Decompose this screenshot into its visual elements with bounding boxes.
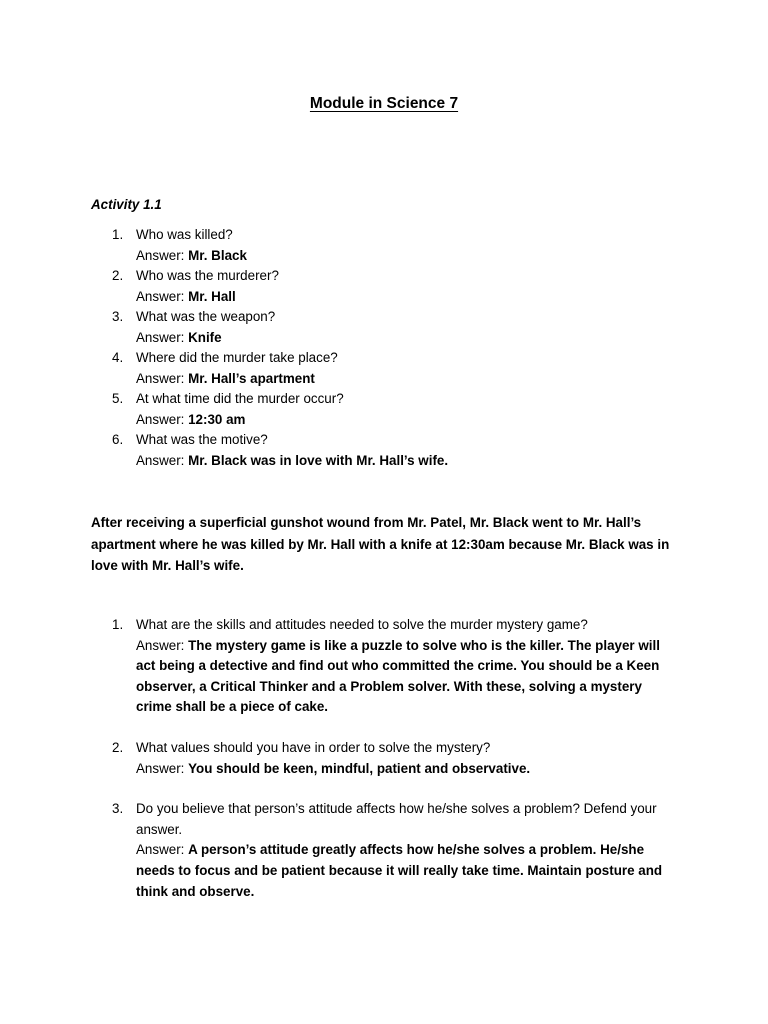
answer-line [136,369,696,390]
answer-prefix: Answer: [136,288,185,304]
list-item [0,430,768,471]
item-number: 4. [112,350,124,365]
answer-text: Mr. Black was in love with Mr. Hall’s wife. [188,452,449,468]
question-text: Who was the murderer? [136,268,279,283]
answer-line [136,287,696,308]
list-item [0,389,768,430]
item-number: 3. [112,801,124,817]
question-text: Who was killed? [136,227,233,242]
item-number: 2. [112,268,124,283]
answer-prefix: Answer: [136,411,185,427]
answer-line [136,410,696,431]
list-item [0,266,768,307]
question-text: At what time did the murder occur? [136,391,344,406]
item-number: 6. [112,432,124,447]
answer-line [136,636,681,718]
answer-text: A person’s attitude greatly affects how he/she solves a problem. He/she needs to focus and be patient because it will really take time. Maintain posture and think and observe. [136,842,663,899]
answer-text: Mr. Hall [188,288,236,304]
page-title-text: Module in Science 7 [309,95,459,112]
question-list-2 [0,615,768,922]
item-number: 3. [112,309,124,324]
question-text: What are the skills and attitudes needed to solve the murder mystery game? [136,617,588,632]
question-text: Where did the murder take place? [136,350,338,365]
list-item [0,738,768,779]
activity-label: Activity 1.1 [91,197,162,212]
list-item [0,615,768,718]
answer-text: The mystery game is like a puzzle to solve who is the killer. The player will act being a detective and find out who committed the crime. You should be a Keen observer, a Critical Thinker and a Problem solver. With these, solving a mystery crime shall be a piece of cake. [136,637,660,715]
answer-text: Mr. Hall’s apartment [188,370,315,386]
item-number: 1. [112,617,124,632]
answer-text: Mr. Black [188,247,247,263]
answer-text: You should be keen, mindful, patient and observative. [188,760,531,776]
question-list-1 [0,225,768,471]
item-number: 2. [112,739,124,755]
answer-line [136,451,696,472]
answer-prefix: Answer: [136,370,185,386]
answer-line [136,840,681,902]
item-number: 5. [112,391,124,406]
list-item [0,225,768,266]
answer-prefix: Answer: [136,760,185,776]
answer-line [136,246,696,267]
item-number: 1. [112,227,124,242]
answer-line [136,328,696,349]
answer-text: Knife [188,329,222,345]
question-text: Do you believe that person’s attitude affects how he/she solves a problem? Defend your answer. [136,801,657,837]
question-text: What was the motive? [136,432,268,447]
page-title [0,94,768,115]
question-text: What was the weapon? [136,309,276,324]
answer-text: 12:30 am [188,411,246,427]
question-text: What values should you have in order to solve the mystery? [136,739,491,755]
answer-prefix: Answer: [136,452,185,468]
answer-prefix: Answer: [136,637,185,653]
summary-paragraph: After receiving a superficial gunshot wound from Mr. Patel, Mr. Black went to Mr. Hall’s apartment where he was killed by Mr. Hall with a knife at 12:30am because Mr. Black was in love with Mr. Hall’s wife. [91,515,670,573]
answer-line [136,759,681,780]
list-item [0,307,768,348]
answer-prefix: Answer: [136,329,185,345]
list-item [0,799,768,902]
answer-prefix: Answer: [136,842,185,858]
answer-prefix: Answer: [136,247,185,263]
list-item [0,348,768,389]
